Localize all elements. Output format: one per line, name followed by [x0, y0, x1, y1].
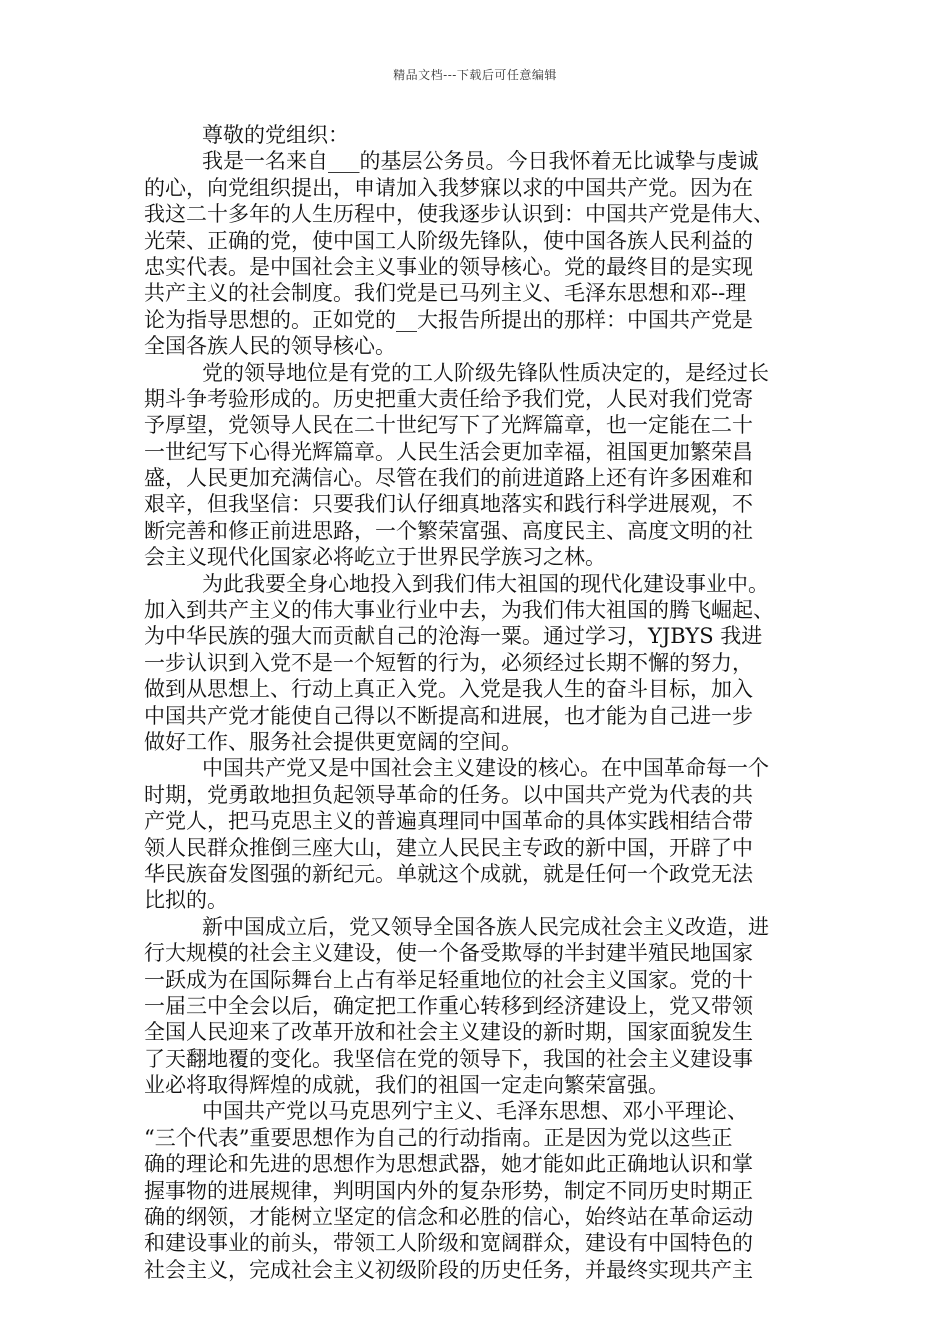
text-line: 中国共产党以马克思列宁主义、毛泽东思想、邓小平理论、 [202, 1099, 748, 1124]
text-line: 做到从思想上、行动上真正入党。入党是我人生的奋斗目标，加入 [144, 677, 753, 702]
text-line: 予厚望，党领导人民在二十世纪写下了光辉篇章，也一定能在二十 [144, 413, 753, 438]
text-line: 一届三中全会以后，确定把工作重心转移到经济建设上，党又带领 [144, 993, 753, 1018]
text-line: 和建设事业的前头，带领工人阶级和宽阔群众，建设有中国特色的 [144, 1231, 753, 1256]
text-line: “三个代表”重要思想作为自己的行动指南。正是因为党以这些正 [144, 1125, 733, 1150]
text-line: 断完善和修正前进思路，一个繁荣富强、高度民主、高度文明的社 [144, 518, 753, 543]
text-line: 为中华民族的强大而贡献自己的沧海一粟。通过学习，YJBYS 我进 [144, 624, 763, 649]
text-line: 全国人民迎来了改革开放和社会主义建设的新时期，国家面貌发生 [144, 1020, 753, 1045]
text-line: 业必将取得辉煌的成就，我们的祖国一定走向繁荣富强。 [144, 1073, 669, 1098]
text-line: 盛，人民更加充满信心。尽管在我们的前进道路上还有许多困难和 [144, 466, 753, 491]
text-line: 了天翻地覆的变化。我坚信在党的领导下，我国的社会主义建设事 [144, 1046, 753, 1071]
text-line: 党的领导地位是有党的工人阶级先锋队性质决定的，是经过长 [202, 360, 769, 385]
text-line: 握事物的进展规律，判明国内外的复杂形势，制定不同历史时期正 [144, 1178, 753, 1203]
text-line: 一步认识到入党不是一个短暂的行为，必须经过长期不懈的努力， [144, 650, 753, 675]
text-line: 的心，向党组织提出，申请加入我梦寐以求的中国共产党。因为在 [144, 175, 753, 200]
text-line: 会主义现代化国家必将屹立于世界民学族习之林。 [144, 545, 606, 570]
text-line: 确的纲领，才能树立坚定的信念和必胜的信心，始终站在革命运动 [144, 1205, 753, 1230]
text-line: 新中国成立后，党又领导全国各族人民完成社会主义改造，进 [202, 914, 769, 939]
text-line: 行大规模的社会主义建设，使一个备受欺辱的半封建半殖民地国家 [144, 941, 753, 966]
document-body [144, 122, 810, 1283]
text-line: 全国各族人民的领导核心。 [144, 334, 396, 359]
text-line: 领人民群众推倒三座大山，建立人民民主专政的新中国，开辟了中 [144, 835, 753, 860]
text-line: 确的理论和先进的思想作为思想武器，她才能如此正确地认识和掌 [144, 1152, 753, 1177]
text-line: 加入到共产主义的伟大事业行业中去，为我们伟大祖国的腾飞崛起、 [144, 598, 774, 623]
text-line: 产党人，把马克思主义的普遍真理同中国革命的具体实践相结合带 [144, 809, 753, 834]
text-line: 华民族奋发图强的新纪元。单就这个成就，就是任何一个政党无法 [144, 861, 753, 886]
text-line: 忠实代表。是中国社会主义事业的领导核心。党的最终目的是实现 [144, 254, 753, 279]
text-line: 光荣、正确的党，使中国工人阶级先锋队，使中国各族人民利益的 [144, 228, 753, 253]
text-line: 中国共产党才能使自己得以不断提高和进展，也才能为自己进一步 [144, 703, 753, 728]
text-line: 做好工作、服务社会提供更宽阔的空间。 [144, 729, 522, 754]
page-header: 精品文档---下载后可任意编辑 [393, 68, 557, 82]
text-line: 社会主义，完成社会主义初级阶段的历史任务，并最终实现共产主 [144, 1257, 753, 1282]
text-line: 艰辛，但我坚信：只要我们认仔细真地落实和践行科学进展观，不 [144, 492, 753, 517]
text-line: 为此我要全身心地投入到我们伟大祖国的现代化建设事业中。 [202, 571, 769, 596]
text-line: 时期，党勇敢地担负起领导革命的任务。以中国共产党为代表的共 [144, 782, 753, 807]
text-line: 尊敬的党组织： [202, 123, 349, 147]
text-line: 中国共产党又是中国社会主义建设的核心。在中国革命每一个 [202, 756, 769, 781]
text-line: 论为指导思想的。正如党的__大报告所提出的那样：中国共产党是 [144, 307, 753, 332]
text-line: 一世纪写下心得光辉篇章。人民生活会更加幸福，祖国更加繁荣昌 [144, 439, 753, 464]
text-line: 共产主义的社会制度。我们党是已马列主义、毛泽东思想和邓--理 [144, 281, 747, 306]
text-line: 一跃成为在国际舞台上占有举足轻重地位的社会主义国家。党的十 [144, 967, 753, 992]
text-line: 期斗争考验形成的。历史把重大责任给予我们党，人民对我们党寄 [144, 386, 753, 411]
text-line: 我这二十多年的人生历程中，使我逐步认识到：中国共产党是伟大、 [144, 202, 774, 227]
text-line: 我是一名来自___的基层公务员。今日我怀着无比诚挚与虔诚 [202, 149, 759, 174]
text-line: 比拟的。 [144, 888, 228, 913]
